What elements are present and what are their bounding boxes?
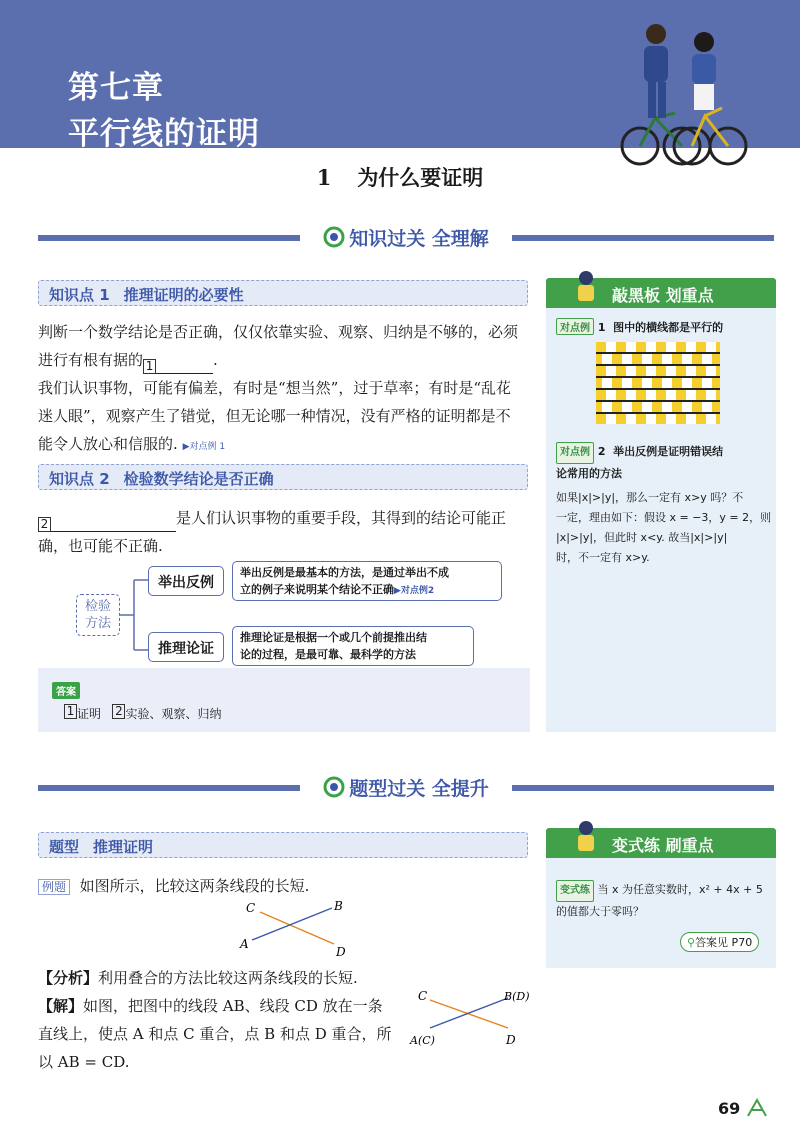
fill-blank-1	[143, 354, 213, 374]
illusion-tile	[646, 342, 656, 352]
method-root-box	[76, 594, 120, 636]
side-tag-2: 对点例	[556, 442, 594, 464]
side-tag-1: 对点例	[556, 318, 594, 335]
practice-line1	[556, 880, 772, 902]
chapter-number: 第七章	[68, 70, 164, 106]
illusion-tile	[596, 414, 606, 424]
illusion-tile	[616, 342, 626, 352]
b1-desc-line2	[240, 581, 494, 600]
side-panel-1-header	[546, 278, 776, 308]
analysis-text: 利用叠合的方法比较这两条线段的长短.	[98, 969, 358, 987]
label-D: D	[336, 945, 346, 959]
answer-2: 实验、观察、归纳	[125, 707, 222, 721]
illusion-tile	[602, 378, 612, 388]
illusion-tile	[636, 390, 646, 400]
side-ex2-body-2: 一定，理由如下：假设 x = −3，y = 2，则	[556, 511, 772, 524]
b2-desc-line1: 推理论证是根据一个或几个前提推出结	[240, 631, 427, 644]
banner-knowledge	[38, 224, 774, 252]
illusion-tile	[702, 354, 712, 364]
illusion-tile	[656, 390, 666, 400]
kp1-line5	[38, 430, 530, 461]
section-title	[0, 162, 800, 192]
side-ex2-body-3: |x|>|y|，但此时 x<y. 故当|x|>|y|	[556, 531, 728, 544]
illusion-tile	[662, 354, 672, 364]
solution-text-2: 直线上，使点 A 和点 C 重合，点 B 和点 D 重合，所	[38, 1025, 392, 1043]
label-D2: D	[506, 1033, 516, 1047]
practice-text-2: 的值都大于零吗？	[556, 905, 644, 918]
illusion-tile	[646, 366, 656, 376]
kp1-line2a: 进行有根有据的	[38, 351, 144, 369]
page-number-text: 69	[718, 1099, 741, 1118]
illusion-tile	[666, 366, 676, 376]
page-number	[718, 1098, 778, 1122]
example-solution	[38, 964, 418, 1076]
illusion-tile	[676, 342, 686, 352]
question-type-bar	[38, 832, 528, 858]
illusion-tile	[652, 378, 662, 388]
section-title-text: 为什么要证明	[357, 165, 484, 190]
answer-num-1: 1	[64, 704, 77, 719]
illusion-tile	[672, 354, 682, 364]
illusion-tile	[666, 342, 676, 352]
banner2-label	[308, 774, 504, 801]
segment-AB	[252, 908, 332, 940]
side-ex1-text: 图中的横线都是平行的	[613, 321, 724, 334]
method-reasoning-desc	[232, 626, 474, 666]
banner-line-right	[512, 235, 774, 241]
label-C: C	[246, 901, 256, 915]
solution-text-1: 如图，把图中的线段 AB、线段 CD 放在一条	[83, 997, 383, 1015]
student-icon	[566, 818, 606, 858]
b1-desc-line1: 举出反例是最基本的方法，是通过举出不成	[240, 566, 449, 579]
analysis-line	[38, 964, 418, 992]
side-panel-2-title: 变式练 刷重点	[612, 836, 714, 855]
analysis-tag: 【分析】	[38, 969, 99, 987]
illusion-tile	[636, 414, 646, 424]
banner2-text: 题型过关 全提升	[349, 778, 489, 800]
illusion-tile	[662, 378, 672, 388]
illusion-tile	[686, 390, 696, 400]
answer-label: 答案	[52, 682, 80, 699]
method-root-line2: 方法	[84, 616, 111, 631]
illusion-tile	[606, 366, 616, 376]
illusion-line	[596, 400, 720, 402]
illusion-tile	[706, 414, 716, 424]
illusion-tile	[666, 390, 676, 400]
answer-1: 证明	[77, 707, 102, 721]
kp1-title: 推理证明的必要性	[123, 286, 244, 304]
illusion-tile	[716, 342, 720, 352]
illusion-tile	[596, 342, 606, 352]
illusion-tile	[632, 378, 642, 388]
illusion-tile	[612, 402, 622, 412]
banner-question-types	[38, 774, 774, 802]
key-icon: ⚲	[687, 936, 696, 949]
kp2-label: 知识点 2	[49, 470, 110, 488]
illusion-tile	[712, 402, 720, 412]
illusion-tile	[676, 366, 686, 376]
side-panel-1-title: 敲黑板 划重点	[612, 286, 714, 305]
answer-num-2: 2	[112, 704, 125, 719]
side-ex2-body-4: 时，不一定有 x>y.	[556, 551, 650, 564]
illusion-tile	[712, 378, 720, 388]
illusion-tile	[602, 402, 612, 412]
banner2-line-right	[512, 785, 774, 791]
illusion-tile	[656, 414, 666, 424]
kp1-line2b: .	[213, 351, 218, 369]
cyclists-illustration	[600, 8, 750, 168]
ref-example-2[interactable]: ▶对点例2	[394, 586, 435, 596]
illusion-tile	[702, 402, 712, 412]
side-ex1-num: 1	[597, 321, 606, 334]
fill-blank-2	[38, 512, 176, 532]
figure-segments-1	[230, 898, 360, 960]
illusion-tile	[716, 390, 720, 400]
side-ex2-num: 2	[597, 445, 606, 458]
answer-link-button[interactable]	[680, 932, 759, 952]
side-ex2-text-2: 论常用的方法	[556, 467, 622, 480]
illusion-tile	[696, 342, 706, 352]
page-logo-icon	[746, 1098, 768, 1118]
side-ex2-body-1: 如果|x|>|y|，那么一定有 x>y 吗？不	[556, 491, 744, 504]
side-panel-2-header	[546, 828, 776, 858]
illusion-tile	[632, 354, 642, 364]
kp1-label: 知识点 1	[49, 286, 110, 304]
illusion-tile	[676, 414, 686, 424]
answer-area	[38, 668, 530, 732]
label-C2: C	[418, 989, 428, 1003]
swirl-icon	[323, 776, 345, 798]
illusion-tile	[646, 414, 656, 424]
illusion-tile	[622, 354, 632, 364]
illusion-tile	[706, 342, 716, 352]
side-example-2	[556, 442, 770, 484]
illusion-tile	[596, 390, 606, 400]
blank-number-1: 1	[143, 359, 156, 374]
illusion-tile	[706, 390, 716, 400]
banner-line-left	[38, 235, 300, 241]
illusion-tile	[716, 414, 720, 424]
qtype-label: 题型	[49, 838, 80, 856]
illusion-tile	[622, 378, 632, 388]
practice-question	[556, 880, 772, 922]
cafe-wall-illusion	[596, 340, 720, 424]
knowledge-point-1-bar	[38, 280, 528, 306]
illusion-tile	[636, 366, 646, 376]
answer-content	[64, 704, 221, 722]
side-example-1	[556, 318, 723, 335]
swirl-icon	[323, 226, 345, 248]
illusion-tile	[686, 342, 696, 352]
illusion-tile	[702, 378, 712, 388]
illusion-tile	[716, 366, 720, 376]
method-counterexample-desc	[232, 561, 502, 601]
knowledge-point-2-bar	[38, 464, 528, 490]
side-ex2-text-1: 举出反例是证明错误结	[613, 445, 724, 458]
illusion-tile	[606, 390, 616, 400]
practice-tag: 变式练	[556, 880, 594, 902]
illusion-tiles	[596, 342, 720, 424]
illusion-tile	[706, 366, 716, 376]
solution-tag: 【解】	[38, 997, 84, 1015]
illusion-tile	[622, 402, 632, 412]
label-AC: A(C)	[410, 1034, 435, 1047]
illusion-tile	[626, 342, 636, 352]
teacher-icon	[566, 268, 606, 308]
kp1-line2	[38, 346, 530, 374]
illusion-line	[596, 412, 720, 414]
illusion-tile	[676, 390, 686, 400]
illusion-tile	[596, 366, 606, 376]
illusion-tile	[692, 354, 702, 364]
side-example-2-body	[556, 488, 772, 568]
illusion-tile	[672, 378, 682, 388]
illusion-tile	[626, 366, 636, 376]
banner-text: 知识过关 全理解	[349, 228, 489, 250]
illusion-tile	[656, 342, 666, 352]
kp1-line5-text: 能令人放心和信服的.	[38, 435, 178, 453]
illusion-line	[596, 388, 720, 390]
kp2-line1-text: 是人们认识事物的重要手段，其得到的结论可能正	[176, 509, 507, 527]
example-text: 如图所示，比较这两条线段的长短.	[79, 877, 310, 895]
illusion-tile	[712, 354, 720, 364]
blank-number-2: 2	[38, 517, 51, 532]
answer-link-text: 答案见 P70	[695, 936, 753, 949]
illusion-tile	[662, 402, 672, 412]
ref-example-1[interactable]: ▶对点例 1	[182, 442, 226, 452]
illusion-tile	[642, 378, 652, 388]
illusion-tile	[696, 366, 706, 376]
kp1-line1: 判断一个数学结论是否正确，仅仅依靠实验、观察、归纳是不够的，必须	[38, 323, 519, 341]
kp2-line1	[38, 504, 530, 532]
banner-label	[308, 224, 504, 251]
illusion-tile	[666, 414, 676, 424]
illusion-tile	[642, 402, 652, 412]
b1-desc-line2-text: 立的例子来说明某个结论不正确	[240, 583, 394, 596]
qtype-title: 推理证明	[93, 838, 154, 856]
illusion-tile	[626, 414, 636, 424]
side-ex2-head	[556, 442, 770, 464]
illusion-tile	[616, 414, 626, 424]
kp1-paragraph	[38, 318, 530, 461]
illusion-tile	[646, 390, 656, 400]
kp2-paragraph	[38, 504, 530, 560]
illusion-tile	[656, 366, 666, 376]
illusion-tile	[626, 390, 636, 400]
label-A: A	[240, 937, 249, 951]
label-BD: B(D)	[504, 990, 530, 1003]
illusion-tile	[682, 378, 692, 388]
illusion-tile	[612, 378, 622, 388]
illusion-tile	[686, 366, 696, 376]
illusion-tile	[642, 354, 652, 364]
practice-text-1: 当 x 为任意实数时，x² + 4x + 5	[597, 883, 763, 896]
illusion-tile	[692, 378, 702, 388]
b2-desc-line2: 论的过程，是最可靠、最科学的方法	[240, 648, 416, 661]
illusion-tile	[692, 402, 702, 412]
illusion-tile	[682, 402, 692, 412]
example-question	[38, 872, 530, 901]
illusion-tile	[652, 354, 662, 364]
banner2-line-left	[38, 785, 300, 791]
illusion-line	[596, 376, 720, 378]
figure-segments-2	[404, 984, 544, 1050]
illusion-tile	[616, 390, 626, 400]
illusion-tile	[606, 342, 616, 352]
section-number: 1	[316, 165, 332, 190]
kp1-line3: 我们认识事物，可能有偏差，有时是“想当然”，过于草率；有时是“乱花	[38, 379, 512, 397]
solution-line1	[38, 992, 418, 1020]
method-counterexample-box: 举出反例	[148, 566, 224, 596]
kp2-line2: 确，也可能不正确.	[38, 537, 163, 555]
illusion-tile	[652, 402, 662, 412]
solution-text-3: 以 AB = CD.	[38, 1053, 130, 1071]
method-reasoning-box: 推理论证	[148, 632, 224, 662]
illusion-tile	[612, 354, 622, 364]
illusion-line	[596, 364, 720, 366]
illusion-tile	[616, 366, 626, 376]
example-tag: 例题	[38, 879, 70, 895]
illusion-tile	[602, 354, 612, 364]
chapter-title: 平行线的证明	[68, 116, 260, 152]
illusion-tile	[682, 354, 692, 364]
illusion-tile	[672, 402, 682, 412]
label-B: B	[334, 899, 343, 913]
segment-CD	[260, 912, 334, 944]
method-root-line1: 检验	[84, 599, 111, 614]
illusion-tile	[606, 414, 616, 424]
kp2-title: 检验数学结论是否正确	[123, 470, 274, 488]
kp1-line4: 迷人眼”，观察产生了错觉，但无论哪一种情况，没有严格的证明都是不	[38, 407, 511, 425]
illusion-tile	[632, 402, 642, 412]
illusion-tile	[686, 414, 696, 424]
illusion-tile	[636, 342, 646, 352]
illusion-tile	[696, 390, 706, 400]
illusion-tile	[696, 414, 706, 424]
illusion-line	[596, 352, 720, 354]
